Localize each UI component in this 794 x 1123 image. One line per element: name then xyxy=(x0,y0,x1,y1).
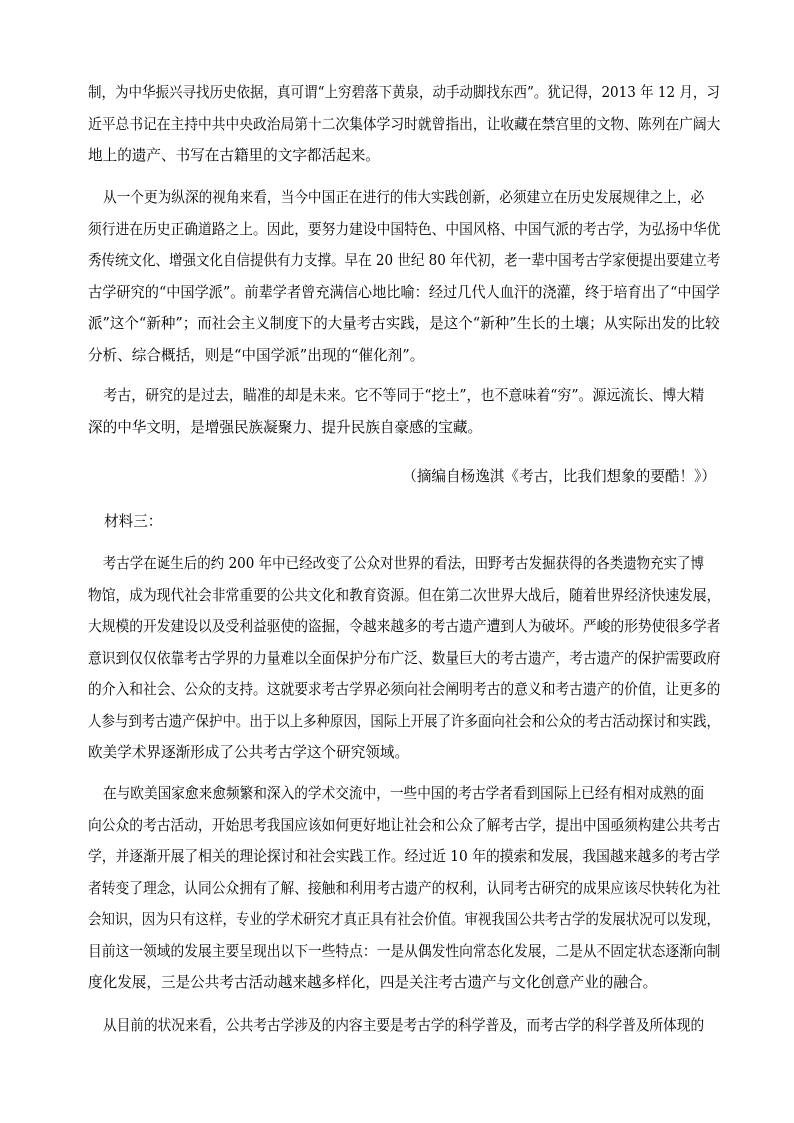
paragraph-line: 考古，研究的是过去，瞄准的却是未来。它不等同于“挖土”，也不意味着“穷”。源远流长、博大精 xyxy=(103,387,705,404)
paragraph-line: 秀传统文化、增强文化自信提供有力支撑。早在 20 世纪 80 年代初，老一辈中国考古学家便提出要建立考 xyxy=(88,252,721,269)
paragraph-line: 须行进在历史正确道路之上。因此，要努力建设中国特色、中国风格、中国气派的考古学，为弘扬中华优 xyxy=(88,220,721,238)
paragraph-line: 地上的遗产、书写在古籍里的文字都活起来。 xyxy=(88,147,380,164)
paragraph-line: 物馆，成为现代社会非常重要的公共文化和教育资源。但在第二次世界大战后，随着世界经济快速发展， xyxy=(88,586,721,604)
source-attribution: （摘编自杨逸淇《考古，比我们想象的要酷！》） xyxy=(402,468,716,485)
paragraph-line: 近平总书记在主持中共中央政治局第十二次集体学习时就曾指出，让收藏在禁宫里的文物、陈列在广阔大 xyxy=(88,115,721,133)
paragraph-line: 目前这一领域的发展主要呈现出以下一些特点：一是从偶发性向常态化发展，二是从不固定状态逐渐向制 xyxy=(88,942,721,960)
paragraph-line: 度化发展，三是公共考古活动越来越多样化，四是关注考古遗产与文化创意产业的融合。 xyxy=(88,974,658,991)
paragraph-line: 人参与到考古遗产保护中。出于以上多种原因，国际上开展了许多面向社会和公众的考古活动探讨和实践， xyxy=(88,712,720,730)
paragraph-line: 从目前的状况来看，公共考古学涉及的内容主要是考古学的科学普及，而考古学的科学普及所体现的 xyxy=(102,1017,705,1034)
paragraph-5 xyxy=(88,778,720,999)
paragraph-line: 深的中华文明，是增强民族凝聚力、提升民族自豪感的宝藏。 xyxy=(88,418,483,436)
paragraph-line: 大规模的开发建设以及受利益驱使的盗掘，令越来越多的考古遗产遭到人为破坏。严峻的形势使很多学者 xyxy=(88,618,721,635)
paragraph-line: 欧美学术界逐渐形成了公共考古学这个研究领域。 xyxy=(88,744,410,761)
paragraph-1 xyxy=(88,77,720,172)
paragraph-line: 的介入和社会、公众的支持。这就要求考古学界必须向社会阐明考古的意义和考古遗产的价值，让更多的 xyxy=(88,681,721,698)
paragraph-line: 从一个更为纵深的视角来看，当今中国正在进行的伟大实践创新，必须建立在历史发展规律之上，必 xyxy=(102,189,705,206)
paragraph-4 xyxy=(88,548,720,769)
paragraph-6 xyxy=(88,1010,720,1042)
paragraph-line: 向公众的考古活动，开始思考我国应该如何更好地让社会和公众了解考古学，提出中国亟须构建公共考古 xyxy=(88,816,721,834)
paragraph-line: 意识到仅仅依靠考古学界的力量难以全面保护分布广泛、数量巨大的考古遗产，考古遗产的保护需要政府 xyxy=(88,649,721,667)
paragraph-line: 派”这个“新种”；而社会主义制度下的大量考古实践，是这个“新种”生长的土壤；从实际出发的比较 xyxy=(88,315,720,332)
paragraph-line: 古学研究的“中国学派”。前辈学者曾充满信心地比喻：经过几代人血汗的浇灌，终于培育出了“中国学 xyxy=(88,283,720,301)
paragraph-2 xyxy=(88,182,720,371)
paragraph-line: 制，为中华振兴寻找历史依据，真可谓“上穷碧落下黄泉，动手动脚找东西”。犹记得，2013 年 12 月，习 xyxy=(88,84,720,101)
paragraph-line: 学，并逐渐开展了相关的理论探讨和社会实践工作。经过近 10 年的摸索和发展，我国越来越多的考古学 xyxy=(88,848,720,865)
paragraph-line: 考古学在诞生后的约 200 年中已经改变了公众对世界的看法，田野考古发掘获得的各类遗物充实了博 xyxy=(102,555,705,572)
paragraph-line: 者转变了理念，认同公众拥有了解、接触和利用考古遗产的权利，认同考古研究的成果应该尽快转化为社 xyxy=(88,879,721,897)
paragraph-line: 会知识，因为只有这样，专业的学术研究才真正具有社会价值。审视我国公共考古学的发展状况可以发现， xyxy=(88,911,720,928)
paragraph-line: 在与欧美国家愈来愈频繁和深入的学术交流中，一些中国的考古学者看到国际上已经有相对成熟的面 xyxy=(102,785,705,802)
section-heading: 材料三： xyxy=(104,513,163,530)
paragraph-3 xyxy=(88,380,720,443)
paragraph-line: 分析、综合概括，则是“中国学派”出现的“催化剂”。 xyxy=(88,346,425,364)
